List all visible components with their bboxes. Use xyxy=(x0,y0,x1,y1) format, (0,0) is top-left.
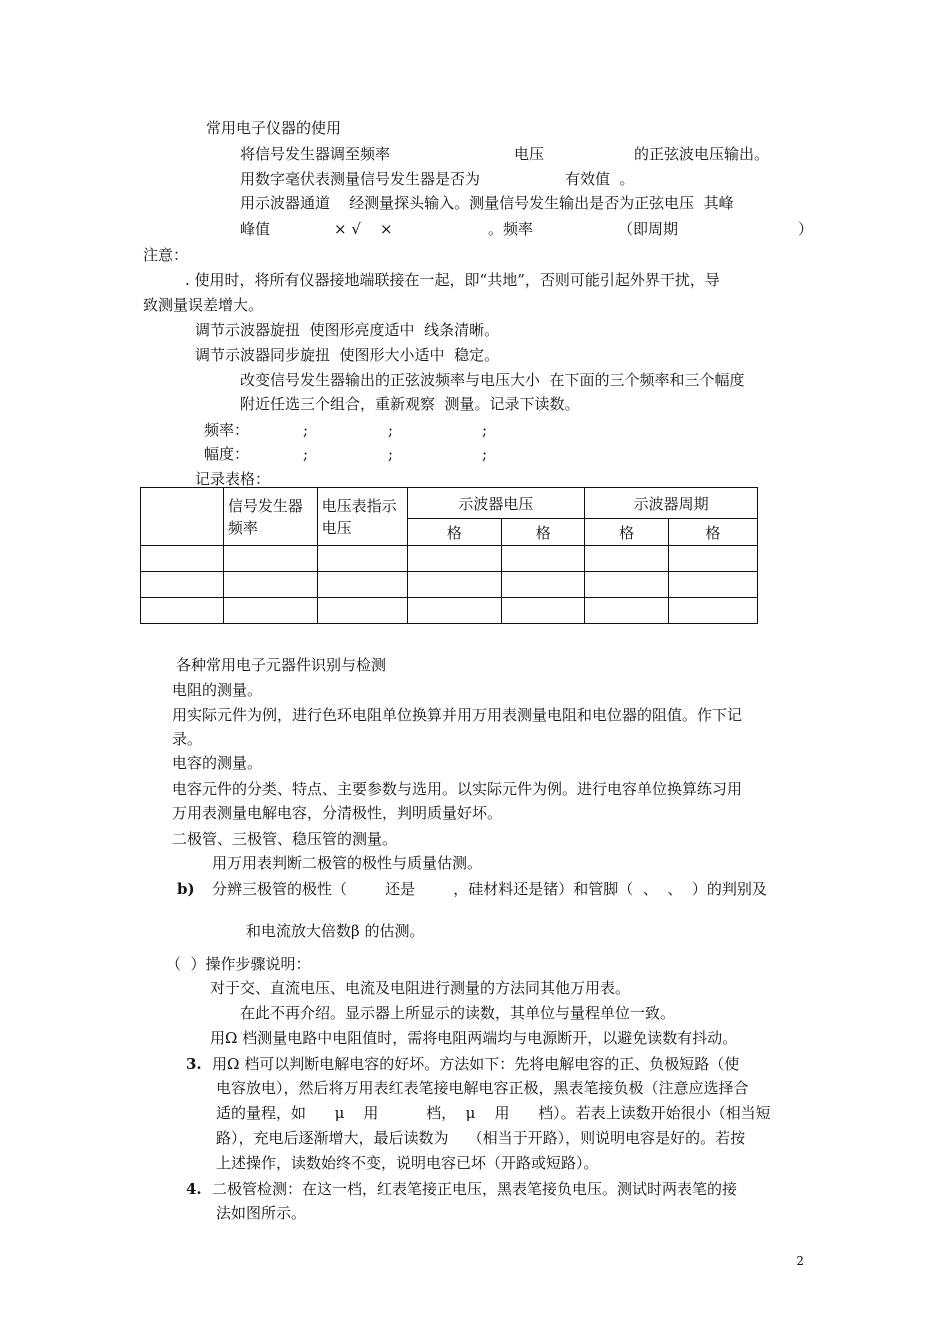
capacitor-text-b: 万用表测量电解电容，分清极性，判明质量好坏。 xyxy=(172,804,503,822)
table-cell[interactable] xyxy=(141,546,224,572)
subheader-grid-2: 格 xyxy=(502,519,585,546)
table-row xyxy=(141,572,758,598)
step-s1: 对于交、直流电压、电流及电阻进行测量的方法同其他万用表。 xyxy=(210,979,631,997)
table-cell[interactable] xyxy=(407,598,502,624)
subheader-grid-3: 格 xyxy=(585,519,669,546)
table-cell[interactable] xyxy=(141,598,224,624)
note3-text: 调节示波器同步旋扭 使图形大小适中 稳定。 xyxy=(195,346,500,364)
step4-line-a: 二极管检测：在这一档，红表笔接正电压，黑表笔接负电压。测试时两表笔的接 xyxy=(212,1180,738,1198)
note-label: 注意： xyxy=(143,246,189,264)
resistor-title: 电阻的测量。 xyxy=(172,681,263,699)
resistor-text-a: 用实际元件为例，进行色环电阻单位换算并用万用表测量电阻和电位器的阻值。作下记 xyxy=(172,706,743,724)
freq-label: 频率： xyxy=(204,421,250,439)
table-cell[interactable] xyxy=(585,546,669,572)
item-b-text: 分辨三极管的极性（ 还是 ，硅材料还是锗）和管脚（ 、 、 ）的判别及 xyxy=(212,880,767,898)
header-generator-freq: 信号发生器频率 xyxy=(223,488,317,546)
table-cell[interactable] xyxy=(223,572,317,598)
header-voltmeter: 电压表指示电压 xyxy=(317,488,407,546)
table-cell[interactable] xyxy=(407,546,502,572)
step1-text-b: 电压 xyxy=(514,145,545,163)
table-cell[interactable] xyxy=(502,572,585,598)
freq-sep-1: ; xyxy=(303,421,309,439)
step3-line-d: 路），充电后逐渐增大，最后读数为 （相当于开路），则说明电容是好的。若按 xyxy=(216,1129,746,1147)
subheader-grid-1: 格 xyxy=(407,519,502,546)
header-scope-voltage: 示波器电压 xyxy=(407,488,585,519)
resistor-text-b: 录。 xyxy=(172,730,203,748)
table-cell[interactable] xyxy=(317,598,407,624)
amp-sep-3: ; xyxy=(482,445,488,463)
step3-line-a: 用Ω 档可以判断电解电容的好坏。方法如下：先将电解电容的正、负极短路（使 xyxy=(212,1055,740,1073)
amp-label: 幅度： xyxy=(204,445,250,463)
step3-peak: 峰值 xyxy=(240,220,271,238)
table-label: 记录表格： xyxy=(195,470,271,488)
table-cell[interactable] xyxy=(669,546,758,572)
step3-line-b: 电容放电），然后将万用表红表笔接电解电容正极，黑表笔接负极（注意应选择合 xyxy=(216,1079,749,1097)
step3-text: 用示波器通道 经测量探头输入。测量信号发生输出是否为正弦电压 其峰 xyxy=(240,194,734,212)
diode-text-a: 用万用表判断二极管的极性与质量估测。 xyxy=(212,854,483,872)
table-cell[interactable] xyxy=(585,598,669,624)
step3-marks: × √ × xyxy=(334,220,393,238)
subheader-grid-4: 格 xyxy=(669,519,758,546)
step3-freq: 。频率 xyxy=(488,220,534,238)
step1-text-a: 将信号发生器调至频率 xyxy=(240,145,391,163)
step3-period: （即周期 xyxy=(618,220,679,238)
step3-close: ） xyxy=(798,220,814,238)
table-cell[interactable] xyxy=(317,546,407,572)
note1-text-b: 致测量误差增大。 xyxy=(143,296,264,314)
table-header-blank xyxy=(141,488,224,546)
amp-sep-1: ; xyxy=(303,445,309,463)
table-cell[interactable] xyxy=(223,598,317,624)
freq-sep-2: ; xyxy=(388,421,394,439)
steps-label: （ ）操作步骤说明： xyxy=(166,955,311,973)
item-b-label: b) xyxy=(177,880,195,898)
amp-sep-2: ; xyxy=(388,445,394,463)
table-cell[interactable] xyxy=(407,572,502,598)
step2-text-a: 用数字毫伏表测量信号发生器是否为 xyxy=(240,170,481,188)
header-scope-period: 示波器周期 xyxy=(585,488,758,519)
step-s1b: 在此不再介绍。显示器上所显示的读数，其单位与量程单位一致。 xyxy=(240,1004,676,1022)
table-cell[interactable] xyxy=(223,546,317,572)
diode-title: 二极管、三极管、稳压管的测量。 xyxy=(172,830,398,848)
table-cell[interactable] xyxy=(585,572,669,598)
step3-number: 3. xyxy=(186,1055,202,1073)
step1-text-c: 的正弦波电压输出。 xyxy=(634,145,770,163)
note1-text-a: . 使用时，将所有仪器接地端联接在一起，即“共地”，否则可能引起外界干扰，导 xyxy=(185,271,720,289)
step3-line-e: 上述操作，读数始终不变，说明电容已坏（开路或短路）。 xyxy=(216,1154,599,1172)
step4-line-b: 法如图所示。 xyxy=(216,1204,307,1222)
capacitor-title: 电容的测量。 xyxy=(172,754,263,772)
note2-text: 调节示波器旋扭 使图形亮度适中 线条清晰。 xyxy=(195,321,500,339)
table-cell[interactable] xyxy=(502,598,585,624)
table-cell[interactable] xyxy=(502,546,585,572)
table-cell[interactable] xyxy=(669,572,758,598)
step-s2: 用Ω 档测量电路中电阻值时，需将电阻两端均与电源断开，以避免读数有抖动。 xyxy=(210,1029,738,1047)
step3-line-c: 适的量程，如 μ 用 档， μ 用 档）。若表上读数开始很小（相当短 xyxy=(216,1104,771,1122)
section2-title: 各种常用电子元器件识别与检测 xyxy=(176,656,387,674)
table-cell[interactable] xyxy=(317,572,407,598)
capacitor-text-a: 电容元件的分类、特点、主要参数与选用。以实际元件为例。进行电容单位换算练习用 xyxy=(172,780,743,798)
freq-sep-3: ; xyxy=(482,421,488,439)
table-row xyxy=(141,546,758,572)
step4-number: 4. xyxy=(186,1180,202,1198)
page-number: 2 xyxy=(796,1254,804,1268)
step4-text-b: 附近任选三个组合，重新观察 测量。记录下读数。 xyxy=(240,395,580,413)
section1-title: 常用电子仪器的使用 xyxy=(206,119,342,137)
table-row xyxy=(141,598,758,624)
table-cell[interactable] xyxy=(669,598,758,624)
step4-text-a: 改变信号发生器输出的正弦波频率与电压大小 在下面的三个频率和三个幅度 xyxy=(240,371,745,389)
record-table xyxy=(140,487,758,624)
table-cell[interactable] xyxy=(141,572,224,598)
item-b-text2: 和电流放大倍数β 的估测。 xyxy=(246,922,425,940)
step2-text-b: 有效值 。 xyxy=(565,170,635,188)
